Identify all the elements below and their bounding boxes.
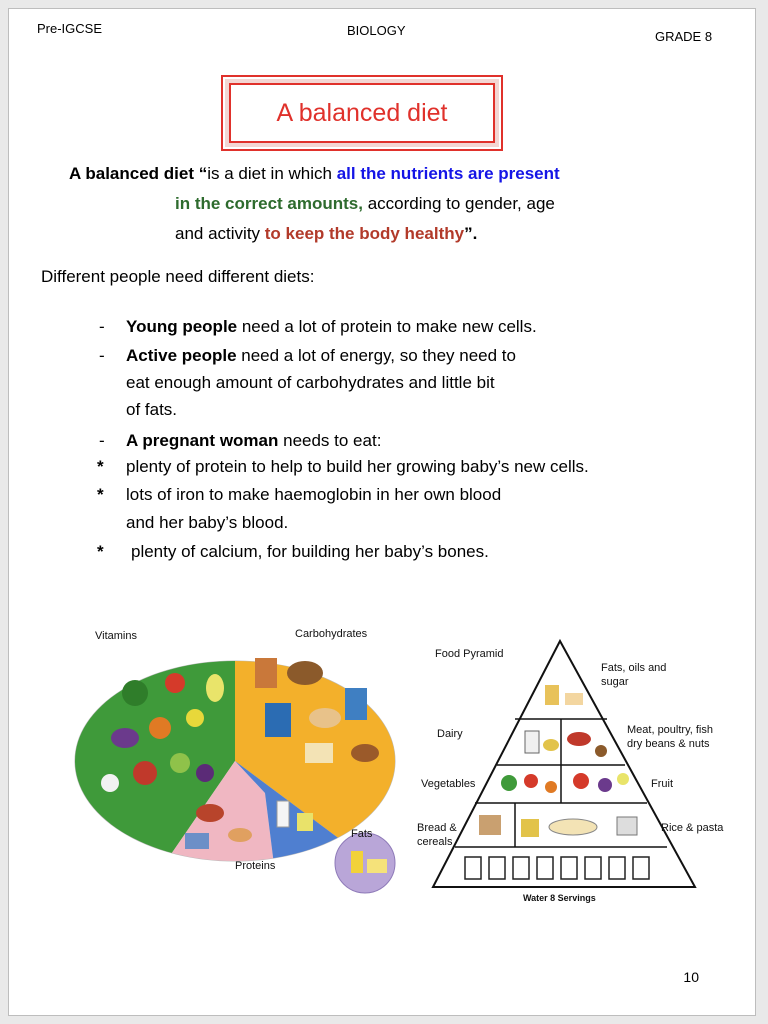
header-course: Pre-IGCSE: [37, 21, 103, 36]
pyramid-label-fruit: Fruit: [651, 778, 673, 790]
list-item-young: Young people need a lot of protein to make new cells.: [126, 317, 537, 336]
list-item-active-cont: eat enough amount of carbohydrates and little bit: [126, 373, 495, 392]
header-subject: BIOLOGY: [347, 23, 406, 38]
oil-bottle-icon: [351, 851, 363, 873]
intro-text: Different people need different diets:: [41, 267, 315, 286]
list-dash: -: [99, 346, 105, 365]
pyramid-label-beans: dry beans & nuts: [627, 738, 710, 750]
plate-label-vitamins: Vitamins: [95, 630, 137, 642]
pyramid-label-sugar: sugar: [601, 676, 629, 688]
pyramid-label-cereals: cereals: [417, 836, 453, 848]
sub-item-iron-cont: and her baby’s blood.: [126, 513, 289, 532]
list-item-pregnant: A pregnant woman needs to eat:: [126, 431, 382, 450]
list-dash: -: [99, 317, 105, 336]
pyramid-label-vegetables: Vegetables: [421, 778, 476, 790]
list-item-active: Active people need a lot of energy, so they need to: [126, 346, 516, 365]
definition-line-3: and activity to keep the body healthy”.: [175, 224, 478, 243]
pyramid-label-rice: Rice & pasta: [661, 822, 724, 834]
page-number: 10: [683, 969, 699, 985]
plate-label-fats: Fats: [351, 828, 373, 840]
definition-line-2: in the correct amounts, according to gender, age: [175, 194, 555, 213]
pyramid-title: Food Pyramid: [435, 648, 504, 660]
title-frame: [221, 75, 503, 151]
plate-label-proteins: Proteins: [235, 860, 276, 872]
pyramid-label-dairy: Dairy: [437, 728, 463, 740]
worksheet-page: [8, 8, 756, 1016]
definition-line-1: A balanced diet “is a diet in which all the nutrients are present: [69, 164, 560, 183]
pyramid-label-meat: Meat, poultry, fish: [627, 724, 713, 736]
plate-label-carbohydrates: Carbohydrates: [295, 628, 368, 640]
bullet-star: *: [97, 457, 104, 476]
bullet-star: *: [97, 485, 104, 504]
list-dash: -: [99, 431, 105, 450]
sub-item-calcium: plenty of calcium, for building her baby’s bones.: [131, 542, 489, 561]
list-item-active-cont: of fats.: [126, 400, 178, 419]
food-plate-illustration: [65, 613, 405, 909]
bullet-star: *: [97, 542, 104, 561]
pyramid-label-bread: Bread &: [417, 822, 457, 834]
highlight-healthy: to keep the body healthy: [264, 224, 465, 243]
pyramid-outline: [433, 641, 695, 887]
pyramid-footer: Water 8 Servings: [523, 893, 596, 903]
sub-item-iron: lots of iron to make haemoglobin in her own blood: [126, 485, 502, 504]
pyramid-label-fats: Fats, oils and: [601, 662, 667, 674]
sub-item-protein: plenty of protein to help to build her growing baby’s new cells.: [126, 457, 589, 476]
food-pyramid-illustration: [405, 635, 735, 905]
header-grade: GRADE 8: [655, 29, 713, 44]
butter-icon: [367, 859, 387, 873]
page-title: A balanced diet: [229, 83, 495, 143]
highlight-amounts: in the correct amounts,: [175, 194, 363, 213]
highlight-nutrients: all the nutrients are present: [336, 164, 560, 183]
definition-term: A balanced diet: [69, 164, 195, 183]
